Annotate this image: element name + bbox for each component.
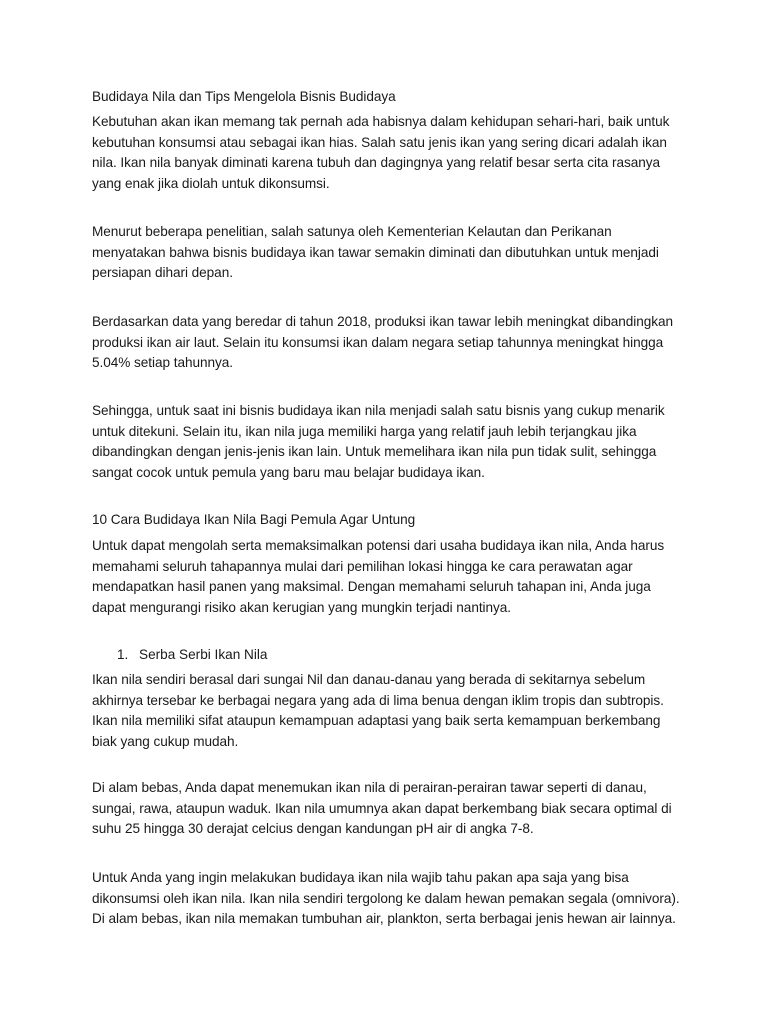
paragraph: Untuk Anda yang ingin melakukan budidaya ikan nila wajib tahu pakan apa saja yang bisa dikonsumsi oleh ikan nila. Ikan nila sendiri tergolong ke dalam hewan pemakan segala (omnivora). Di alam bebas, ikan nila memakan tumbuhan air, plankton, serta berbagai jenis hewan air lainnya. [92, 870, 680, 927]
document-title: Budidaya Nila dan Tips Mengelola Bisnis Budidaya [92, 89, 396, 104]
paragraph: Di alam bebas, Anda dapat menemukan ikan nila di perairan-perairan tawar seperti di danau, sungai, rawa, ataupun waduk. Ikan nila umumnya akan dapat berkembang biak secara optimal di suhu 25 hingga 30 derajat celcius dengan kandungan pH air di angka 7-8. [92, 780, 672, 837]
list-item [117, 645, 267, 666]
paragraph: Berdasarkan data yang beredar di tahun 2018, produksi ikan tawar lebih meningkat dibandingkan produksi ikan air laut. Selain itu konsumsi ikan dalam negara setiap tahunnya meningkat hingga 5.04% setiap tahunnya. [92, 314, 674, 371]
paragraph: Kebutuhan akan ikan memang tak pernah ada habisnya dalam kehidupan sehari-hari, baik untuk kebutuhan konsumsi atau sebagai ikan hias. Salah satu jenis ikan yang sering dicari adalah ikan nila. Ikan nila banyak diminati karena tubuh dan dagingnya yang relatif besar serta cita rasanya yang enak jika diolah untuk dikonsumsi. [92, 114, 670, 191]
paragraph: Sehingga, untuk saat ini bisnis budidaya ikan nila menjadi salah satu bisnis yang cukup menarik untuk ditekuni. Selain itu, ikan nila juga memiliki harga yang relatif jauh lebih terjangkau jika dibandingkan dengan jenis-jenis ikan lain. Untuk memelihara ikan nila pun tidak sulit, sehingga sangat cocok untuk pemula yang baru mau belajar budidaya ikan. [92, 403, 665, 480]
paragraph: Menurut beberapa penelitian, salah satunya oleh Kementerian Kelautan dan Perikanan menyatakan bahwa bisnis budidaya ikan tawar semakin diminati dan dibutuhkan untuk menjadi persiapan dihari depan. [92, 224, 659, 281]
list-number: 1. [117, 647, 129, 662]
list-item-label: Serba Serbi Ikan Nila [139, 647, 268, 662]
paragraph: Ikan nila sendiri berasal dari sungai Nil dan danau-danau yang berada di sekitarnya sebelum akhirnya tersebar ke berbagai negara yang ada di lima benua dengan iklim tropis dan subtropis. Ikan nila memiliki sifat ataupun kemampuan adaptasi yang baik serta kemampuan berkembang biak yang cukup mudah. [92, 672, 664, 749]
section-heading: 10 Cara Budidaya Ikan Nila Bagi Pemula Agar Untung [92, 512, 416, 527]
section-intro-paragraph: Untuk dapat mengolah serta memaksimalkan potensi dari usaha budidaya ikan nila, Anda harus memahami seluruh tahapannya mulai dari pemilihan lokasi hingga ke cara perawatan agar mendapatkan hasil panen yang maksimal. Dengan memahami seluruh tahapan ini, Anda juga dapat mengurangi risiko akan kerugian yang mungkin terjadi nantinya. [92, 538, 665, 615]
